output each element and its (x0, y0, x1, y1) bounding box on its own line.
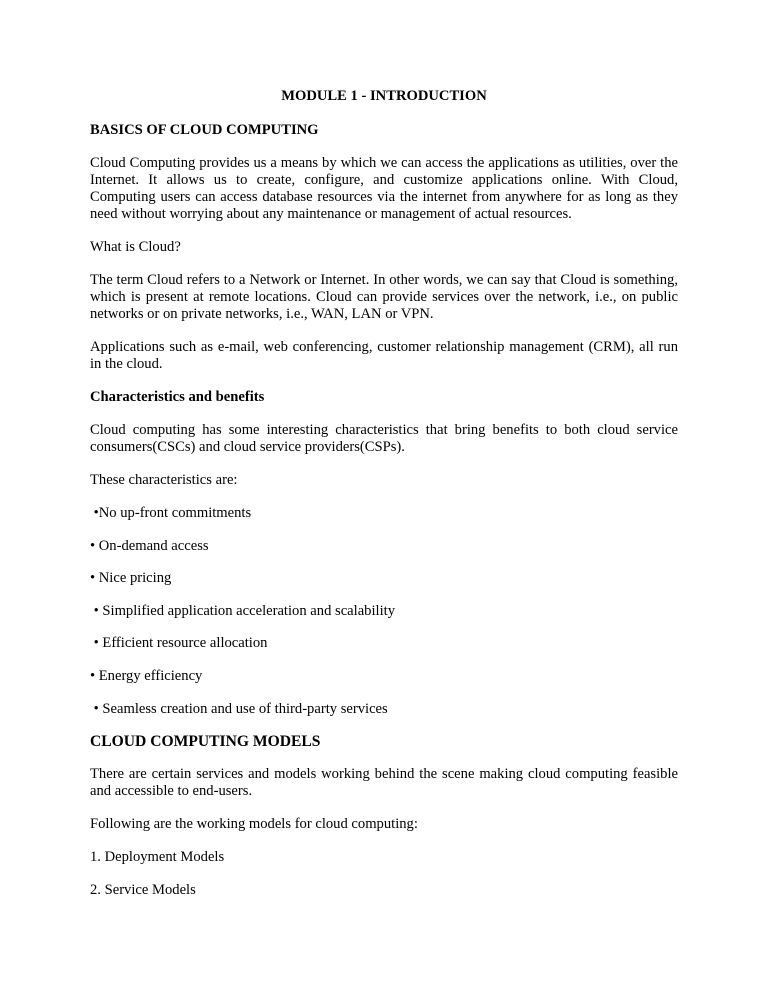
list-item: • Simplified application acceleration and scalability (90, 602, 395, 619)
list-item: •No up-front commitments (90, 505, 252, 521)
models-heading: CLOUD COMPUTING MODELS (90, 733, 321, 751)
models-list (90, 849, 678, 899)
cloud-definition-paragraph: The term Cloud refers to a Network or Internet. In other words, we can say that Cloud is something, which is present at remote locations. Cloud can provide services over the network, i.e., on public networks or on private networks, i.e., WAN, LAN or VPN. (90, 272, 678, 322)
models-intro: Following are the working models for cloud computing: (90, 816, 418, 833)
cloud-applications-paragraph: Applications such as e-mail, web conferencing, customer relationship management (CRM), all run in the cloud. (90, 339, 678, 372)
list-item: • Efficient resource allocation (90, 635, 268, 652)
list-item: • On-demand access (90, 537, 209, 554)
list-item: • Energy efficiency (90, 667, 203, 684)
list-item: 2. Service Models (90, 882, 196, 899)
list-item: • Nice pricing (90, 570, 172, 587)
characteristics-intro: These characteristics are: (90, 472, 238, 488)
module-title: MODULE 1 - INTRODUCTION (281, 88, 487, 104)
what-is-cloud-question: What is Cloud? (90, 239, 181, 255)
list-item: 1. Deployment Models (90, 849, 225, 866)
characteristics-list (90, 505, 678, 718)
basics-heading: BASICS OF CLOUD COMPUTING (90, 122, 319, 138)
models-paragraph: There are certain services and models working behind the scene making cloud computing feasible and accessible to end-users. (90, 766, 678, 800)
characteristics-heading: Characteristics and benefits (90, 389, 265, 405)
characteristics-paragraph: Cloud computing has some interesting characteristics that bring benefits to both cloud service consumers(CSCs) and cloud service providers(CSPs). (90, 422, 678, 455)
basics-paragraph: Cloud Computing provides us a means by which we can access the applications as utilities, over the Internet. It allows us to create, configure, and customize applications online. With Cloud, Computing users can access database resources via the internet from anywhere for as long as they need without worrying about any maintenance or management of actual resources. (90, 155, 678, 222)
list-item: • Seamless creation and use of third-party services (90, 700, 388, 717)
